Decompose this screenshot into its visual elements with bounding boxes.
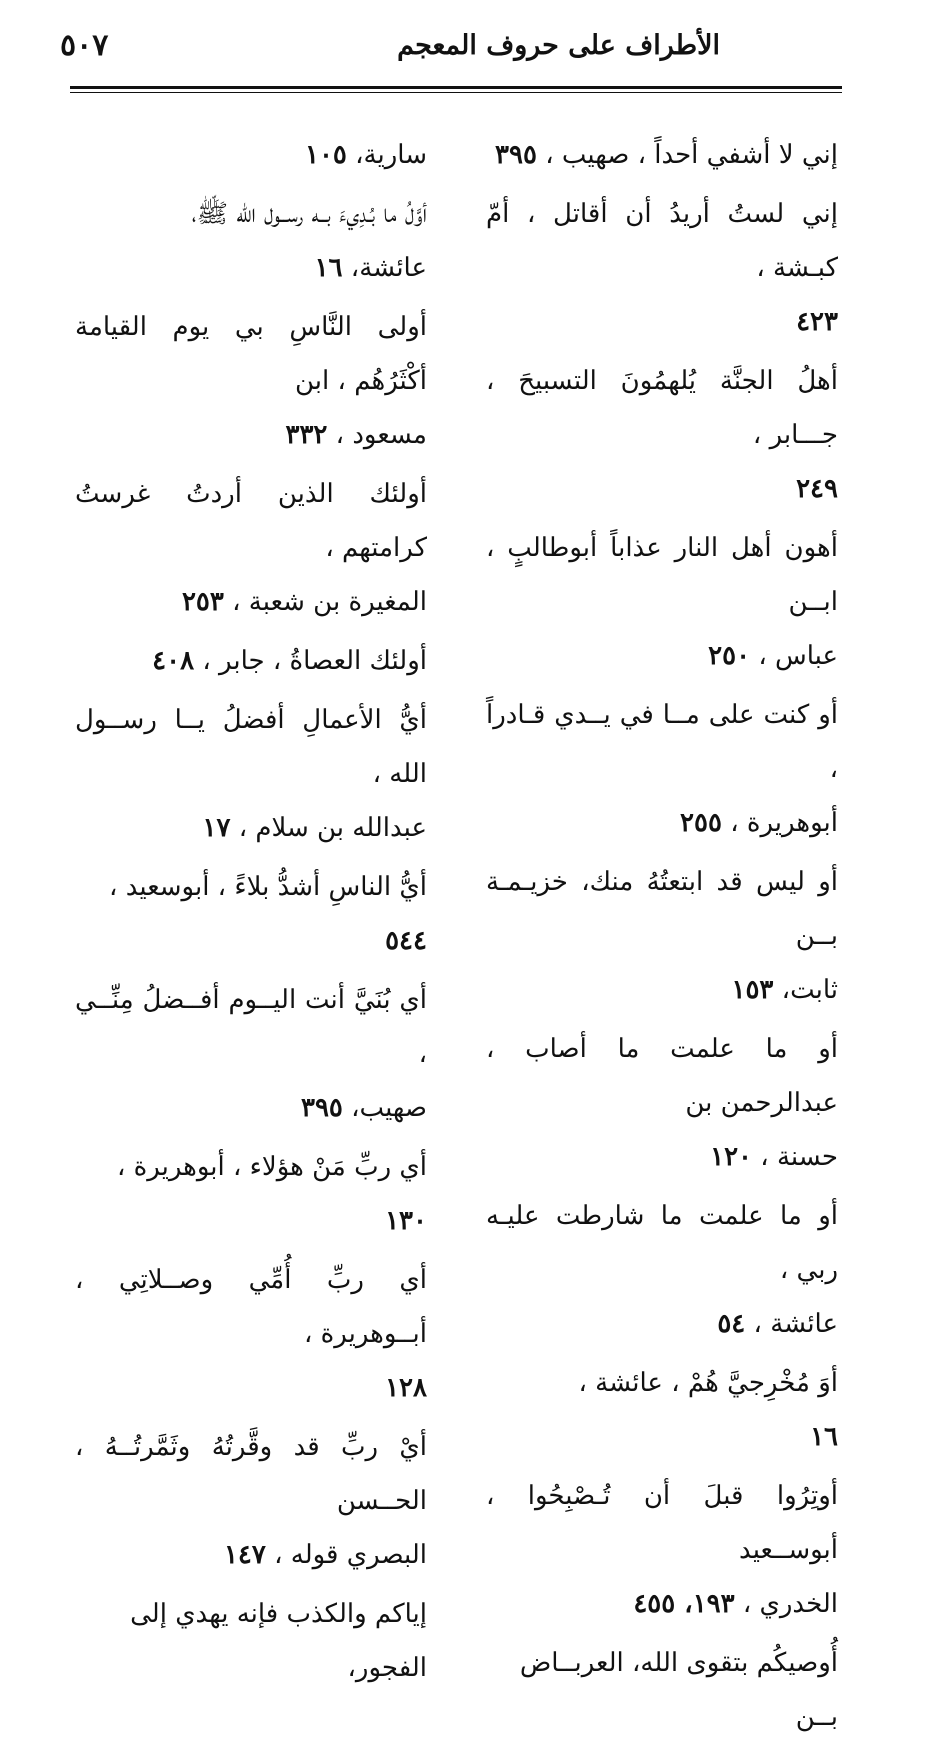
entry-page-ref: ١٥٣ [731,975,774,1005]
entry-page-ref: ١٢٠ [710,1142,753,1172]
index-entry [75,1140,427,1248]
entry-text: إياكم والكذب فإنه يهدي إلى الفجور، [130,1599,427,1683]
entry-narrator: حسنة ، [760,1142,838,1172]
entry-page-ref: ٥٤٤ [385,926,427,956]
entry-text: أي ربِّ أُمِّي وصــلاتِي ، أبــوهريرة ، [75,1265,427,1349]
entry-text: أولئك العصاةُ ، جابر ، [202,646,427,676]
index-entry [486,688,838,850]
entry-text: سارية، [355,140,427,170]
entry-page-ref: ٢٥٠ [708,641,751,671]
entry-page-ref: ٢٤٩ [796,474,838,504]
entry-text: أيُّ الناسِ أشدُّ بلاءً ، أبوسعيد ، [109,872,427,902]
entry-narrator: أبوهريرة ، [730,808,838,838]
entry-narrator: عبدالله بن سلام ، [238,813,427,843]
index-entry [486,1022,838,1184]
entry-page-ref: ٣٩٥ [300,1093,343,1123]
entry-text: أو ليس قد ابتعتُهُ منك، خزيـمـة بــن [486,867,838,951]
index-entry [75,1587,427,1695]
entry-narrator: مسعود ، [335,420,427,450]
page-number: ٥٠٧ [60,28,109,63]
entry-text: أُوصيكُم بتقوى الله، العربــاض بــن [519,1648,838,1732]
index-entry [486,187,838,349]
entry-page-ref: ٤٢٣ [796,307,838,337]
index-entry [486,1356,838,1464]
entry-narrator: عائشة، [350,253,427,283]
entry-text: أوتِرُوا قبلَ أن تُـصْبِحُوا ، أبوســعيد [486,1481,838,1565]
entry-narrator: عباس ، [758,641,838,671]
entry-text: إني لستُ أريدُ أن أقاتل ، أمّ كبـشة ، [486,199,838,283]
entry-page-ref: ١٠٥ [304,140,347,170]
running-title: الأطراف على حروف المعجم [397,30,720,61]
entry-text: أو ما علمت ما شارطت عليـه ربي ، [486,1201,838,1285]
entry-text: أي بُنَيَّ أنت اليــوم أفــضلُ مِنِّــي ، [75,985,427,1069]
entry-page-ref: ٢٥٣ [181,587,224,617]
header-rule-thin [70,92,842,93]
index-entry [486,1636,838,1744]
entry-text: أولئك الذين أردتُ غرستُ كرامتهم ، [75,479,427,563]
entry-narrator: البصري قوله ، [274,1540,427,1570]
entry-page-ref: ١٣٠ [385,1206,427,1236]
header-rule-thick [70,86,842,89]
entry-page-ref: ١٩٣، ٤٥٥ [633,1589,735,1619]
index-entry [75,693,427,855]
entry-narrator: المغيرة بن شعبة ، [232,587,427,617]
index-entry [486,1469,838,1631]
entry-text: أو ما علمت ما أصاب ، عبدالرحمن بن [486,1034,838,1118]
entry-text: إني لا أشفي أحداً ، صهيب ، [545,140,838,170]
entry-text: أهون أهل النار عذاباً أبوطالبٍ ، ابــن [486,533,838,617]
entry-page-ref: ٣٩٥ [495,140,537,170]
entry-page-ref: ١٤٧ [223,1540,266,1570]
entry-narrator: عائشة ، [753,1309,838,1339]
entry-text: أهلُ الجنَّة يُلهمُونَ التسبيحَ ، جـــابر ، [486,366,838,450]
index-entry [486,1189,838,1351]
entry-page-ref: ٣٣٢ [285,420,328,450]
entry-text: أو كنت على مــا في يــدي قـادراً ، [486,700,838,784]
index-entry [75,187,427,295]
entry-text: أيْ ربِّ قد وقَّرتُهُ وثَمَّرتُــهُ ، الحــسن [75,1432,427,1516]
entry-page-ref: ١٧ [202,813,231,843]
entry-page-ref: ١٦ [314,253,343,283]
index-entry [75,973,427,1135]
index-entry [486,855,838,1017]
entry-text: أي ربِّ مَنْ هؤلاء ، أبوهريرة ، [116,1152,427,1182]
entry-page-ref: ١٢٨ [385,1373,427,1403]
index-entry [75,467,427,629]
entry-text: أولى النَّاسِ بي يوم القيامة أكْثَرُهُم ، ابن [75,312,427,396]
index-entry [75,128,427,182]
index-entry [75,634,427,688]
left-column [75,128,427,1700]
index-entry [75,1253,427,1415]
entry-page-ref: ٢٥٥ [680,808,722,838]
entry-page-ref: ٤٠٨ [152,646,195,676]
index-entry [486,128,838,182]
entry-page-ref: ٥٤ [717,1309,746,1339]
entry-text: أوَّلُ ما بُـدِيءَ بــه رســول الله ﷺ، [191,199,427,229]
index-entry [486,354,838,516]
entry-narrator: ثابت، [781,975,838,1005]
entry-narrator: صهيب، [351,1093,427,1123]
index-entry [75,860,427,968]
index-entry [75,300,427,462]
index-entry [75,1420,427,1582]
index-entry [486,521,838,683]
entry-page-ref: ١٦ [810,1422,838,1452]
entry-narrator: الخدري ، [742,1589,838,1619]
entry-text: أوَ مُخْرِجيَّ هُمْ ، عائشة ، [578,1368,838,1398]
entry-text: أيُّ الأعمالِ أفضلُ يــا رســول الله ، [75,705,427,789]
right-column [486,128,838,1749]
